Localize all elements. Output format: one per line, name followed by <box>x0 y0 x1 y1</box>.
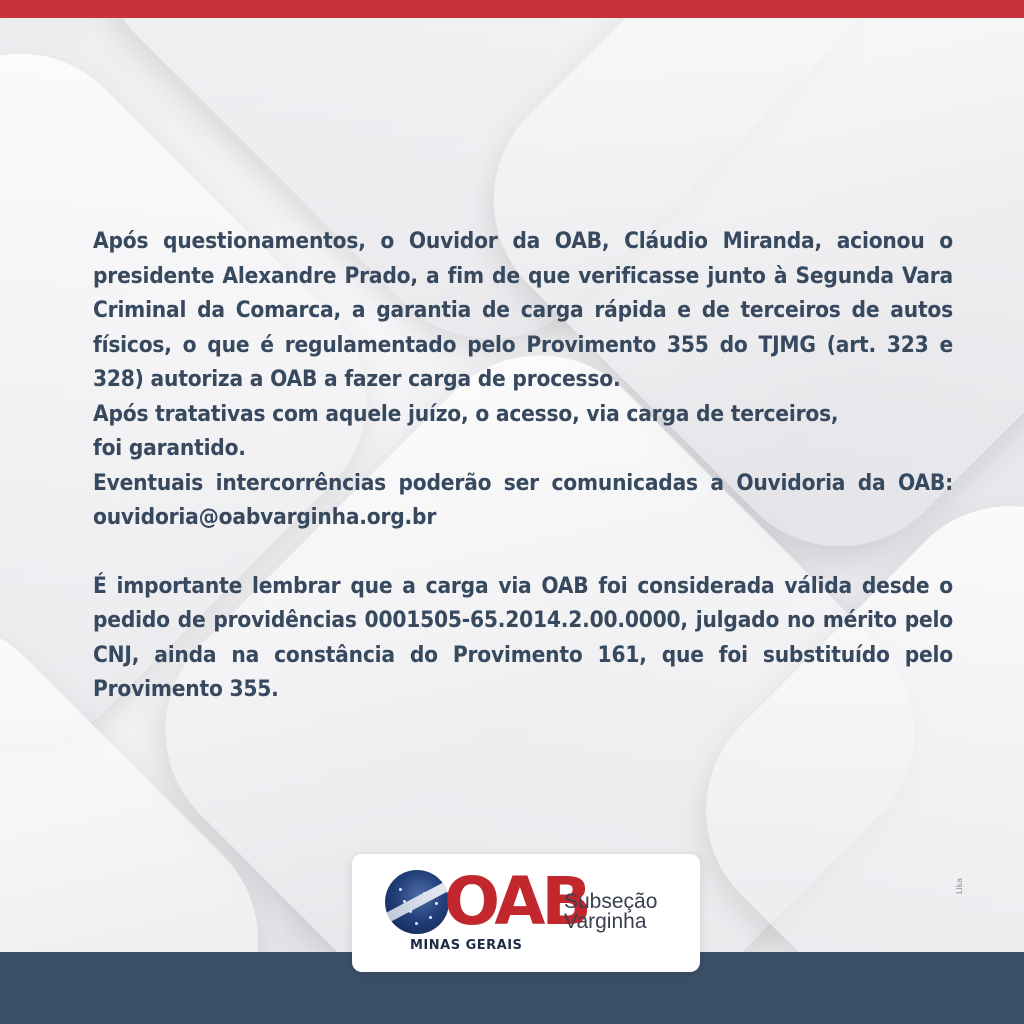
oab-logo-text: OAB <box>444 863 588 940</box>
subsection-line-2: Varginha <box>564 910 647 933</box>
subsection-label <box>564 892 657 932</box>
oab-logo-card <box>352 854 700 972</box>
top-accent-bar <box>0 0 1024 18</box>
paragraph-2-line-1: Após tratativas com aquele juízo, o acesso, via carga de terceiros, <box>93 400 839 427</box>
subsection-line-1: Subseção <box>564 890 658 913</box>
paragraph-3: Eventuais intercorrências poderão ser comunicadas a Ouvidoria da OAB: ouvidoria@oabvarginha.org.br <box>93 469 953 530</box>
minas-gerais-label: MINAS GERAIS <box>410 938 523 953</box>
globe-icon <box>385 870 449 934</box>
announcement-text <box>93 224 953 707</box>
spacer <box>93 535 953 569</box>
designer-credit: Lika <box>955 877 964 894</box>
paragraph-1: Após questionamentos, o Ouvidor da OAB, Cláudio Miranda, acionou o presidente Alexandre Prado, a fim de que verificasse junto à Segunda Vara Criminal da Comarca, a garantia de carga rápida e de terceiros de autos físicos, o que é regulamentado pelo Provimento 355 do TJMG (art. 323 e 328) autoriza a OAB a fazer carga de processo. <box>93 228 953 392</box>
paragraph-4: É importante lembrar que a carga via OAB foi considerada válida desde o pedido de providências 0001505-65.2014.2.00.0000, julgado no mérito pelo CNJ, ainda na constância do Provimento 161, que foi substituído pelo Provimento 355. <box>93 572 953 702</box>
paragraph-2-line-2: foi garantido. <box>93 435 246 461</box>
